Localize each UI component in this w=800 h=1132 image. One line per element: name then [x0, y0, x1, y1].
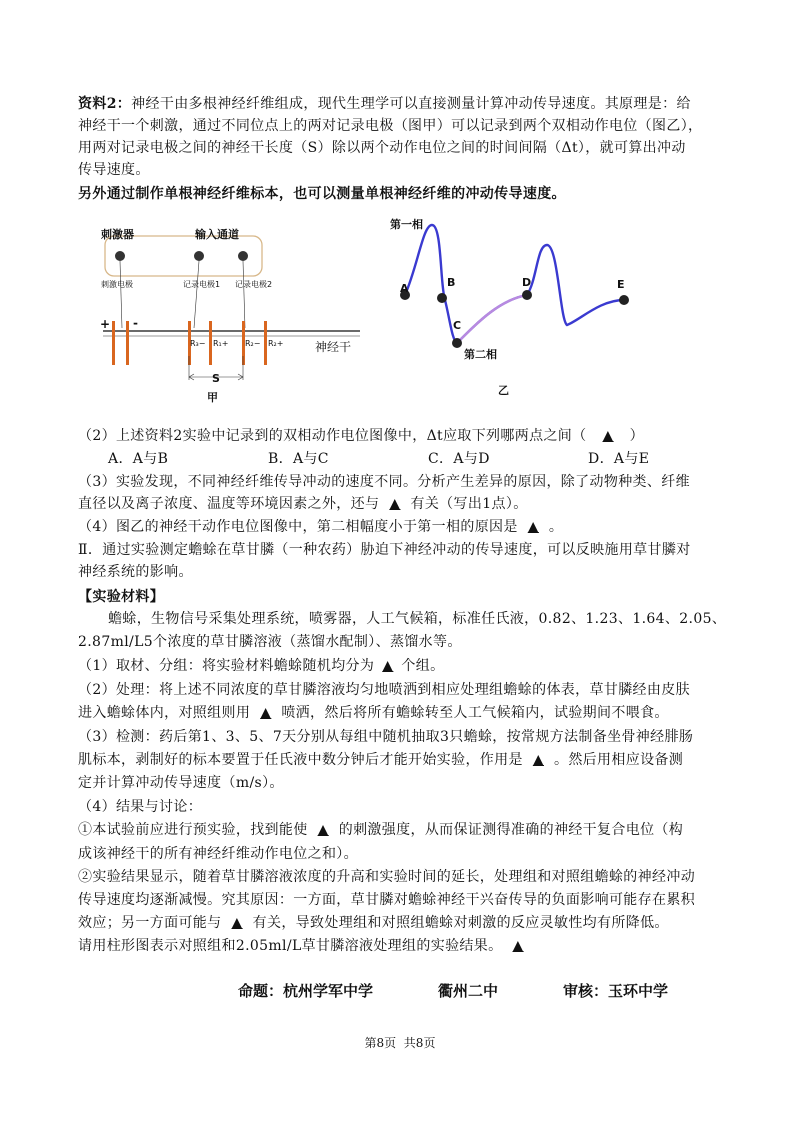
q2-option-b[interactable]: B．A与C [268, 451, 329, 467]
material2-heading: 资料2： [78, 96, 132, 112]
material2-line5: 另外通过制作单根神经纤维标本，也可以测量单根神经纤维的冲动传导速度。 [78, 186, 566, 202]
credit-reviewer: 审核：玉环中学 [563, 982, 669, 1000]
figure-jia-caption: 甲 [207, 391, 218, 404]
r3-label: R₃− [190, 339, 206, 348]
credit-author: 命题：杭州学军中学 [238, 982, 374, 1000]
q2-option-c[interactable]: C．A与D [428, 451, 490, 467]
material2-line1: 资料2：神经干由多根神经纤维组成，现代生理学可以直接测量计算冲动传导速度。其原理是：给 [78, 96, 691, 112]
s-label: S [212, 372, 220, 385]
materials-line2: 2.87ml/L5个浓度的草甘膦溶液（蒸馏水配制）、蒸馏水等。 [78, 634, 462, 650]
part2-line1: Ⅱ．通过实验测定蟾蜍在草甘膦（一种农药）胁迫下神经冲动的传导速度，可以反映施用草甘膦对 [78, 542, 691, 558]
q2-option-d[interactable]: D．A与E [588, 451, 650, 467]
q3-line1: （3）实验发现，不同神经纤维传导冲动的速度不同。分析产生差异的原因，除了动物种类、纤维 [78, 474, 690, 490]
figure-jia [95, 228, 375, 408]
step4-heading: （4）结果与讨论： [78, 799, 203, 815]
step2-line1: （2）处理：将上述不同浓度的草甘膦溶液均匀地喷洒到相应处理组蟾蜍的体表，草甘膦经由皮肤 [78, 682, 690, 698]
point-c-dot [452, 338, 462, 348]
q3-answer-blank[interactable]: ▲ [389, 496, 401, 512]
point-a-label: A [400, 282, 409, 295]
input-channel-label: 输入通道 [195, 228, 239, 241]
step1-answer-blank[interactable]: ▲ [382, 658, 394, 674]
step4-c1-line2: 成该神经干的所有神经纤维动作电位之和）。 [78, 846, 358, 862]
step4-c1-answer-blank[interactable]: ▲ [317, 822, 329, 838]
figure-yi [390, 210, 650, 400]
point-c-label: C [453, 319, 462, 332]
page-number: 第8页 共8页 [364, 1036, 436, 1050]
material2-line4: 传导速度。 [78, 162, 150, 178]
step4-c1-line1: ①本试验前应进行预实验，找到能使 ▲ 的刺激强度，从而保证测得准确的神经干复合电位（构 [78, 822, 684, 838]
materials-heading: 【实验材料】 [78, 589, 165, 605]
step2-line2: 进入蟾蜍体内，对照组则用 ▲ 喷洒，然后将所有蟾蜍转至人工气候箱内，试验期间不喂食。 [78, 705, 669, 721]
step2-answer-blank[interactable]: ▲ [260, 705, 272, 721]
material2-line3: 用两对记录电极之间的神经干长度（S）除以两个动作电位之间的时间间隔（Δt），就可算出冲动 [78, 140, 686, 156]
q2-option-a[interactable]: A．A与B [108, 451, 169, 467]
part2-line2: 神经系统的影响。 [78, 564, 193, 580]
r1-label: R₁+ [213, 339, 229, 348]
point-b-label: B [447, 276, 456, 289]
phase2-label: 第二相 [464, 348, 497, 361]
q2-options [108, 451, 649, 467]
r2-plus-label: R₂+ [268, 339, 284, 348]
q4-answer-blank[interactable]: ▲ [527, 519, 539, 535]
step4-c3-line: 请用柱形图表示对照组和2.05ml/L草甘膦溶液处理组的实验结果。 ▲ [78, 938, 534, 954]
figure-yi-caption: 乙 [498, 384, 509, 397]
materials-line1: 蟾蜍，生物信号采集处理系统，喷雾器，人工气候箱，标准任氏液，0.82、1.23、1.64、2.05、 [108, 611, 727, 627]
step4-c3-answer-blank[interactable]: ▲ [512, 938, 524, 954]
rec-electrode1-label: 记录电极1 [183, 280, 221, 289]
q4-line: （4）图乙的神经干动作电位图像中，第二相幅度小于第一相的原因是 ▲ 。 [78, 519, 564, 535]
step4-c2-answer-blank[interactable]: ▲ [231, 915, 243, 931]
point-d-label: D [522, 276, 532, 289]
q3-line2: 直径以及离子浓度、温度等环境因素之外，还与 ▲ 有关（写出1点）。 [78, 496, 528, 512]
step4-c2-line1: ②实验结果显示，随着草甘膦溶液浓度的升高和实验时间的延长，处理组和对照组蟾蜍的神经冲动 [78, 869, 696, 885]
q2-answer-blank[interactable]: ▲ [602, 428, 614, 444]
nerve-trunk-label: 神经干 [315, 340, 352, 354]
step4-c2-line2: 传导速度均逐渐减慢。究其原因：一方面，草甘膦对蟾蜍神经干兴奋传导的负面影响可能存在累积 [78, 892, 696, 908]
point-d-dot [522, 290, 532, 300]
material2-line2: 神经干一个刺激，通过不同位点上的两对记录电极（图甲）可以记录到两个双相动作电位（图乙）， [78, 118, 703, 134]
step3-line2: 肌标本，剥制好的标本要置于任氏液中数分钟后才能开始实验，作用是 ▲ 。然后用相应设备测 [78, 752, 684, 768]
rec-electrode2-label: 记录电极2 [235, 280, 273, 289]
credit-school2: 衢州二中 [438, 982, 499, 1000]
r2-minus-label: R₂− [245, 339, 261, 348]
q2-stem: （2）上述资料2实验中记录到的双相动作电位图像中，Δt应取下列哪两点之间（ ▲ ） [78, 428, 644, 444]
stimulator-label: 刺激器 [101, 228, 134, 241]
point-b-dot [437, 293, 447, 303]
plus-sign: + [100, 317, 111, 331]
stim-electrode-label: 刺激电极 [101, 280, 133, 289]
point-e-dot [619, 295, 629, 305]
step3-line1: （3）检测：药后第1、3、5、7天分别从每组中随机抽取3只蟾蜍，按常规方法制备坐骨神经腓肠 [78, 729, 694, 745]
step3-line3: 定并计算冲动传导速度（m/s）。 [78, 775, 284, 791]
step4-c2-line3: 效应；另一方面可能与 ▲ 有关，导致处理组和对照组蟾蜍对刺激的反应灵敏性均有所降低。 [78, 915, 669, 931]
figure-yi-waveform [390, 210, 650, 400]
point-e-label: E [617, 278, 625, 291]
minus-sign: - [133, 316, 138, 330]
step1-line: （1）取材、分组：将实验材料蟾蜍随机均分为 ▲ 个组。 [78, 658, 445, 674]
step3-answer-blank[interactable]: ▲ [532, 752, 544, 768]
phase1-label: 第一相 [390, 218, 423, 231]
